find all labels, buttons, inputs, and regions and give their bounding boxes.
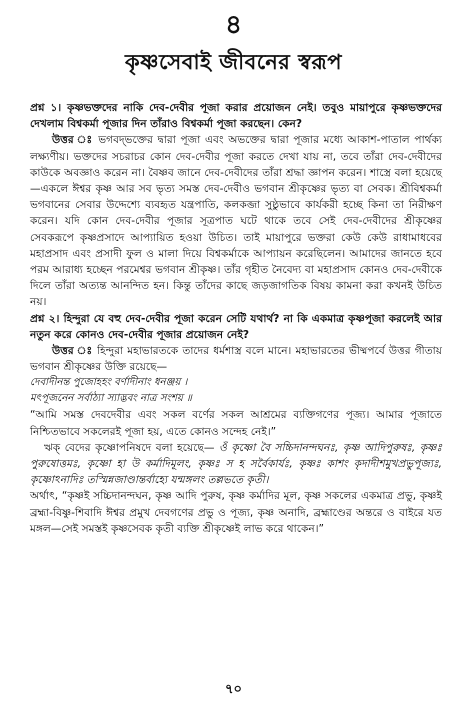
answer-1-text: ভগবদ্‌ভক্তের দ্বারা পূজা এবং অভক্তের দ্বারা পূজার মধ্যে আকাশ-পাতাল পার্থক্য লক্ষ্যণীয়। ভক্তদের সচরাচর কোন দেব-দেবীর পূজা করতে দেখা যায় না, তবে তাঁরা দেব-দেবীদের কাউকে অবজ্ঞাও করেন না। বৈষ্ণব জানে দেব-দেবীদের তাঁরা শ্রদ্ধা জ্ঞাপন করেন। শাস্ত্রে বলা হয়েছে—একলে ঈশ্বর কৃষ্ণ আর সব ভৃত্য সমস্ত দেব-দেবীও ভগবান শ্রীকৃষ্ণের ভৃত্য বা সেবক। শ্রীবিশ্বকর্মা ভগবানের সেবার উদ্দেশ্যে ব্যবহৃত যন্ত্রপাতি, কলকব্জা সুষ্ঠুভাবে কার্যকরী হচ্ছে কিনা তা নিরীক্ষণ করেন। যদি কোন দেব-দেবীর পূজার সূত্রপাত ঘটে থাকে তবে সেই দেব-দেবীদের শ্রীকৃষ্ণের সেবকরূপে কৃষ্ণপ্রসাদে আপ্যায়িত হওয়া উচিত। তাই মায়াপুরে ভক্তরা কেউ কেউ রাধামাধবের মহাপ্রসাদ এবং প্রসাদী ফুল ও মালা দিয়ে বিশ্বকর্মাকে আপ্যায়ন করেছিলেন। আমাদের জানতে হবে পরম আরাধ্য হচ্ছেন পরমেশ্বর ভগবান শ্রীকৃষ্ণ। তাঁর গৃহীত নৈবেদ্য বা মহাপ্রসাদ কোনও দেব-দেবীকে দিলে তাঁরা অত্যন্ত আনন্দিত হন। কিন্তু তাঁদের কাছে জড়জাগতিক বিষয় কামনা করা কখনই উচিত নয়। <box>30 134 442 309</box>
answer-1-label: উত্তর ঃ <box>52 134 94 147</box>
answer-1 <box>30 132 442 310</box>
page-number: ৭০ <box>225 682 242 697</box>
question-1-text: কৃষ্ণভক্তদের নাকি দেব-দেবীর পূজা করার প্রয়োজন নেই। তবুও মায়াপুরে কৃষ্ণভক্তদের দেখলাম বিশ্বকর্মা পূজার দিন তাঁরাও বিশ্বকর্মা পূজা করছেন। কেন? <box>30 102 442 131</box>
question-2-text: হিন্দুরা যে বহু দেব-দেবীর পূজা করেন সেটি যথার্থ? না কি একমাত্র কৃষ্ণপূজা করলেই আর নতুন করে কোনও দেব-দেবীর পূজার প্রয়োজন নেই? <box>30 312 442 341</box>
question-2 <box>30 311 442 343</box>
answer-2-label: উত্তর ঃ <box>52 345 93 358</box>
question-1-label: প্রশ্ন ১। <box>30 102 62 114</box>
answer-2-text: হিন্দুরা মহাভারতকে তাদের ধর্মশাস্ত্র বলে মানে। মহাভারতের ভীষ্মপর্বে উত্তর গীতায় ভগবান শ্রীকৃষ্ণের উক্তি রয়েছে— <box>30 345 442 374</box>
question-2-label: প্রশ্ন ২। <box>30 312 60 325</box>
answer-2 <box>30 343 442 375</box>
verse-line-1: দেবাদীনন্ত পুজোহহং বর্ণাদীনাং ধনঞ্জয় । <box>30 377 188 389</box>
rigveda-verse: ওঁ কৃষ্ণো বৈ সচ্চিদানন্দঘনঃ, কৃষ্ণ আদিপুরুষঃ, কৃষ্ণঃ পুরুষোত্তমঃ, কৃষ্ণো হা উ কর্মাদিমূলং, কৃষ্ণঃ স হ সর্বৈকার্যঃ, কৃষ্ণঃ কাশং কৃদাদীশমুখপ্রভুপূজ্যঃ, কৃষ্ণোঽনাদিঃ তস্মিন্নজাণ্ডান্তর্বাহ্যে যন্মঙ্গলং তল্লভতে কৃতী। <box>30 441 442 487</box>
rigveda-meaning: অর্থাৎ, “কৃষ্ণই সচ্চিদানন্দঘন, কৃষ্ণ আদি পুরুষ, কৃষ্ণ কর্মাদির মূল, কৃষ্ণ সকলের একমাত্র প্রভু, কৃষ্ণই ব্রহ্মা-বিষ্ণু-শিবাদি ঈশ্বর প্রমুখ দেবগণের প্রভু ও পূজ্য, কৃষ্ণ অনাদি, ব্রহ্মাণ্ডের অন্তরে ও বাইরে যত মঙ্গল—সেই সমস্তই কৃষ্ণসেবক কৃতী ব্যক্তি শ্রীকৃষ্ণেই লাভ করে থাকেন।” <box>30 490 442 535</box>
verse-line-2: মৎপূজনেন সর্বাঠ্যা স্যাদ্ভবং নাত্র সংশয় ॥ <box>30 393 192 405</box>
rigveda-quote <box>30 440 442 489</box>
verse-translation: “আমি সমস্ত দেবদেবীর এবং সকল বর্ণের সকল আশ্রমের ব্যক্তিগণের পূজ্য। আমার পূজাতে নিশ্চিতভাবে সকলেরই পূজা হয়, এতে কোনও সন্দেহ নেই।” <box>30 409 442 438</box>
chapter-title: কৃষ্ণসেবাই জীবনের স্বরূপ <box>125 50 342 74</box>
question-1 <box>30 100 442 132</box>
rigveda-intro: ঋক্‌ বেদের কৃষ্ণোপনিষদে বলা হয়েছে— <box>44 441 215 454</box>
chapter-number: ৪ <box>225 10 242 40</box>
page-body <box>30 100 442 537</box>
